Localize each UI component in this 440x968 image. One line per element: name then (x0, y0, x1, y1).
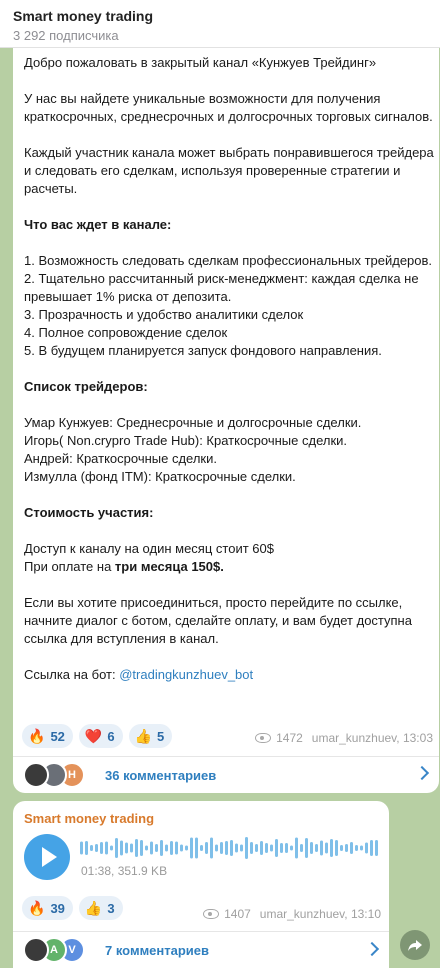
paragraph-gap (24, 72, 434, 90)
author-time: umar_kunzhuev, 13:10 (259, 907, 381, 921)
paragraph-gap (24, 360, 434, 378)
waveform-bar (175, 842, 178, 855)
waveform-bar (80, 842, 83, 855)
text-line: 4. Полное сопровождение сделок (24, 325, 228, 340)
waveform-bar (95, 844, 98, 852)
chevron-right-icon (415, 766, 429, 780)
play-icon[interactable] (24, 834, 70, 880)
reaction-count: 6 (107, 728, 115, 744)
text-line: Андрей: Краткосрочные сделки. (24, 451, 217, 466)
eye-icon (203, 909, 219, 919)
chevron-right-icon (365, 942, 379, 956)
waveform-bar (240, 845, 243, 852)
reactions-row (22, 896, 123, 920)
text-line: 5. В будущем планируется запуск фондового направления. (24, 343, 382, 358)
share-button[interactable] (400, 930, 430, 960)
text-line: 2. Тщательно рассчитанный риск-менеджмент: каждая сделка не превышает 1% риска от депозита. (24, 271, 419, 304)
waveform-bar (230, 840, 233, 856)
waveform-bar (180, 845, 183, 852)
waveform-bar (235, 844, 238, 853)
waveform-bar (370, 840, 373, 856)
author-time: umar_kunzhuev, 13:03 (311, 731, 433, 745)
paragraph-gap (24, 648, 434, 666)
paragraph-gap (24, 522, 434, 540)
waveform-bar (170, 841, 173, 855)
reaction-button[interactable] (22, 896, 73, 920)
waveform-bar (165, 845, 168, 852)
waveform-bar (150, 842, 153, 855)
waveform-bar (160, 840, 163, 856)
reaction-count: 3 (107, 900, 115, 916)
waveform-bar (270, 845, 273, 852)
reaction-button[interactable] (79, 896, 123, 920)
waveform-bar (135, 839, 138, 857)
commenter-avatars (23, 937, 93, 963)
waveform-bar (340, 845, 343, 851)
join-text: Если вы хотите присоединиться, просто перейдите по ссылке, начните диалог с ботом, сделайте оплату, и вам будет доступна ссылка для вступления в канал. (24, 595, 412, 646)
waveform-bar (120, 841, 123, 856)
avatar: V (59, 937, 85, 963)
bot-link[interactable]: @tradingkunzhuev_bot (119, 667, 254, 682)
avatar: A (41, 937, 67, 963)
reaction-button[interactable] (129, 724, 173, 748)
waveform-bar (130, 844, 133, 853)
text-line: 3. Прозрачность и удобство аналитики сделок (24, 307, 304, 322)
avatar: H (59, 762, 85, 788)
post-meta (255, 731, 433, 745)
section-heading: Что вас ждет в канале: (24, 217, 172, 232)
text-line: Добро пожаловать в закрытый канал «Кунжуев Трейдинг» (24, 55, 377, 70)
waveform-bar (155, 844, 158, 852)
bot-line: Ссылка на бот: @tradingkunzhuev_bot (24, 667, 254, 682)
channel-title: Smart money trading (13, 8, 154, 24)
waveform-bar (185, 846, 188, 851)
post-text (24, 54, 434, 684)
text-line: Каждый участник канала может выбрать понравившегося трейдера и следовать его сделкам, используя проверенные стратегии и расчеты. (24, 145, 434, 196)
text-line: Доступ к каналу на один месяц стоит 60$ (24, 541, 274, 556)
avatar (23, 937, 49, 963)
reaction-emoji-icon: 🔥 (28, 728, 46, 744)
waveform-bar (100, 842, 103, 854)
view-count: 1407 (224, 907, 251, 921)
waveform-bar (250, 842, 253, 854)
waveform-bar (90, 845, 93, 851)
waveform-bar (260, 841, 263, 855)
text-line: Игорь( Non.crypro Trade Hub): Краткосрочные сделки. (24, 433, 348, 448)
waveform-bar (125, 843, 128, 854)
comments-count: 36 комментариев (105, 767, 217, 783)
reaction-count: 39 (50, 900, 65, 916)
waveform-bar (285, 843, 288, 853)
waveform-bar (310, 842, 313, 854)
waveform-bar (350, 842, 353, 854)
reaction-count: 5 (157, 728, 165, 744)
waveform-bar (305, 838, 308, 858)
waveform-bar (220, 842, 223, 854)
waveform-bar (115, 838, 118, 858)
reaction-button[interactable] (79, 724, 123, 748)
commenter-avatars (23, 762, 93, 788)
waveform-bar (275, 839, 278, 857)
channel-post (13, 48, 439, 793)
waveform-bar (200, 845, 203, 851)
reaction-emoji-icon: 🔥 (28, 900, 46, 916)
text-line: 1. Возможность следовать сделкам профессиональных трейдеров. (24, 253, 433, 268)
reactions-row (22, 724, 172, 750)
comments-button[interactable] (13, 931, 389, 968)
section-heading: Стоимость участия: (24, 505, 154, 520)
view-count: 1472 (276, 731, 303, 745)
comments-count: 7 комментариев (105, 942, 210, 958)
waveform-bar (375, 840, 378, 856)
reaction-count: 52 (50, 728, 65, 744)
waveform[interactable] (80, 836, 380, 860)
waveform-bar (145, 846, 148, 851)
waveform-bar (205, 842, 208, 854)
text-line: Умар Кунжуев: Среднесрочные и долгосрочные сделки. (24, 415, 362, 430)
waveform-bar (245, 837, 248, 859)
paragraph-gap (24, 126, 434, 144)
chat-header[interactable] (0, 0, 440, 48)
price-line: При оплате на три месяца 150$. (24, 559, 224, 574)
paragraph-gap (24, 396, 434, 414)
waveform-bar (140, 840, 143, 856)
comments-button[interactable] (13, 756, 439, 793)
paragraph-gap (24, 198, 434, 216)
sender-name: Smart money trading (24, 811, 155, 826)
waveform-bar (195, 838, 198, 859)
post-meta (203, 907, 381, 921)
eye-icon (255, 733, 271, 743)
waveform-bar (330, 839, 333, 857)
waveform-bar (225, 841, 228, 855)
text-line: У нас вы найдете уникальные возможности для получения краткосрочных, среднесрочных и долгосрочных торговых сигналов. (24, 91, 433, 124)
waveform-bar (290, 846, 293, 851)
waveform-bar (335, 840, 338, 856)
waveform-bar (365, 843, 368, 854)
section-heading: Список трейдеров: (24, 379, 148, 394)
waveform-bar (360, 846, 363, 851)
reaction-button[interactable] (22, 724, 73, 748)
waveform-bar (325, 843, 328, 854)
waveform-bar (315, 844, 318, 852)
voice-duration: 01:38, 351.9 KB (81, 864, 168, 878)
paragraph-gap (24, 576, 434, 594)
waveform-bar (190, 838, 193, 859)
reaction-emoji-icon: 👍 (84, 900, 103, 916)
voice-post (13, 801, 389, 968)
share-icon (407, 937, 423, 953)
waveform-bar (265, 843, 268, 853)
paragraph-gap (24, 234, 434, 252)
reaction-emoji-icon: 👍 (134, 728, 153, 744)
waveform-bar (215, 845, 218, 852)
waveform-bar (255, 844, 258, 852)
waveform-bar (210, 838, 213, 859)
waveform-bar (280, 843, 283, 853)
paragraph-gap (24, 486, 434, 504)
waveform-bar (345, 844, 348, 852)
reaction-emoji-icon: ❤️ (84, 728, 103, 744)
waveform-bar (110, 846, 113, 851)
waveform-bar (105, 842, 108, 855)
waveform-bar (295, 838, 298, 859)
subscriber-count: 3 292 подписчика (13, 28, 119, 43)
waveform-bar (300, 844, 303, 852)
waveform-bar (85, 841, 88, 855)
waveform-bar (355, 845, 358, 851)
waveform-bar (320, 841, 323, 856)
text-line: Измулла (фонд ITM): Краткосрочные сделки. (24, 469, 296, 484)
avatar (23, 762, 49, 788)
